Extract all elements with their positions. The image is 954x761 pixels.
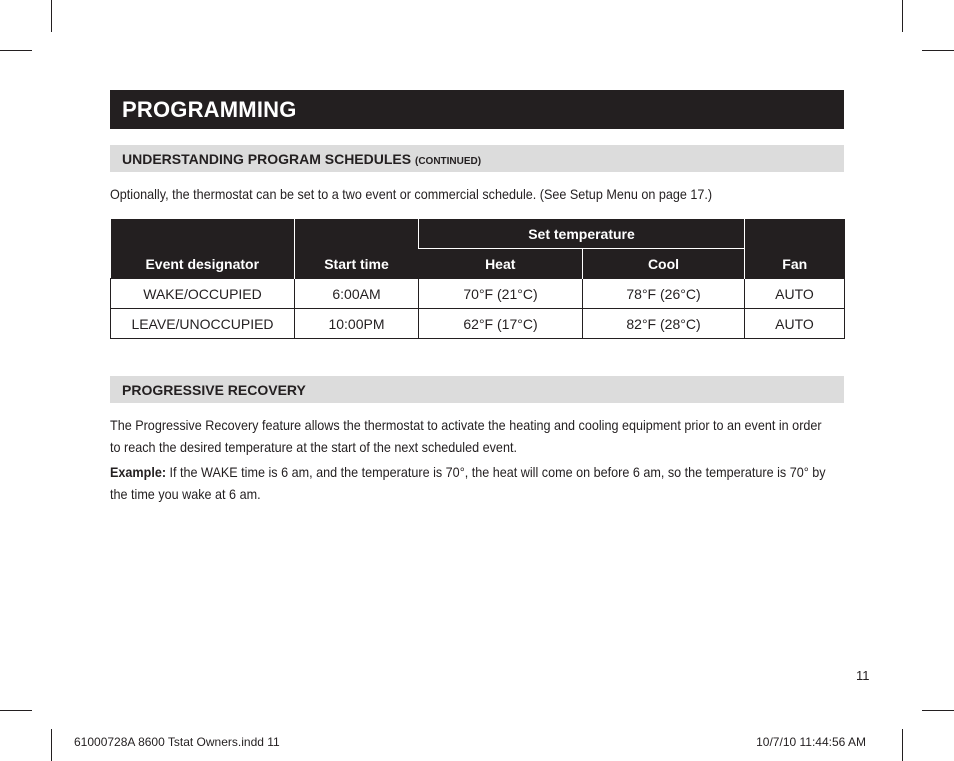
table-header-row (111, 219, 845, 249)
cell-heat: 62°F (17°C) (419, 309, 583, 339)
section-heading-text: UNDERSTANDING PROGRAM SCHEDULES (122, 151, 412, 167)
page-title: PROGRAMMING (110, 90, 844, 129)
footer-datetime: 10/7/10 11:44:56 AM (756, 735, 866, 749)
table-row (111, 309, 845, 339)
example-label: Example: (110, 464, 167, 480)
crop-mark (922, 50, 954, 51)
crop-mark (0, 710, 32, 711)
column-header-heat: Heat (419, 249, 583, 279)
section-heading-progressive-recovery: PROGRESSIVE RECOVERY (110, 376, 844, 403)
cell-event: WAKE/OCCUPIED (111, 279, 295, 309)
recovery-paragraph: The Progressive Recovery feature allows the thermostat to activate the heating and cooling equipment prior to an event in order to reach the desired temperature at the start of the next scheduled event. (110, 417, 822, 455)
crop-mark (0, 50, 32, 51)
cell-event: LEAVE/UNOCCUPIED (111, 309, 295, 339)
column-header-start: Start time (295, 219, 419, 279)
crop-mark (902, 0, 903, 32)
column-header-cool: Cool (583, 249, 745, 279)
column-header-event: Event designator (111, 219, 295, 279)
crop-mark (902, 729, 903, 761)
schedule-table (110, 219, 845, 339)
example-text: If the WAKE time is 6 am, and the temperature is 70°, the heat will come on before 6 am, so the temperature is 70° by the time you wake at 6 am. (110, 464, 826, 502)
crop-mark (51, 0, 52, 32)
page-number: 11 (856, 668, 870, 683)
cell-start: 10:00PM (295, 309, 419, 339)
crop-mark (51, 729, 52, 761)
cell-fan: AUTO (745, 279, 845, 309)
cell-fan: AUTO (745, 309, 845, 339)
section-heading-program-schedules (110, 145, 844, 172)
section-heading-suffix: (CONTINUED) (414, 156, 482, 167)
example-paragraph (110, 461, 830, 505)
cell-start: 6:00AM (295, 279, 419, 309)
column-header-fan: Fan (745, 219, 845, 279)
table-row (111, 279, 845, 309)
crop-mark (922, 710, 954, 711)
cell-cool: 82°F (28°C) (583, 309, 745, 339)
cell-cool: 78°F (26°C) (583, 279, 745, 309)
footer-filename: 61000728A 8600 Tstat Owners.indd 11 (74, 735, 280, 749)
intro-paragraph: Optionally, the thermostat can be set to a two event or commercial schedule. (See Setup Menu on page 17.) (110, 186, 713, 202)
cell-heat: 70°F (21°C) (419, 279, 583, 309)
column-header-set-temperature: Set temperature (419, 219, 745, 249)
